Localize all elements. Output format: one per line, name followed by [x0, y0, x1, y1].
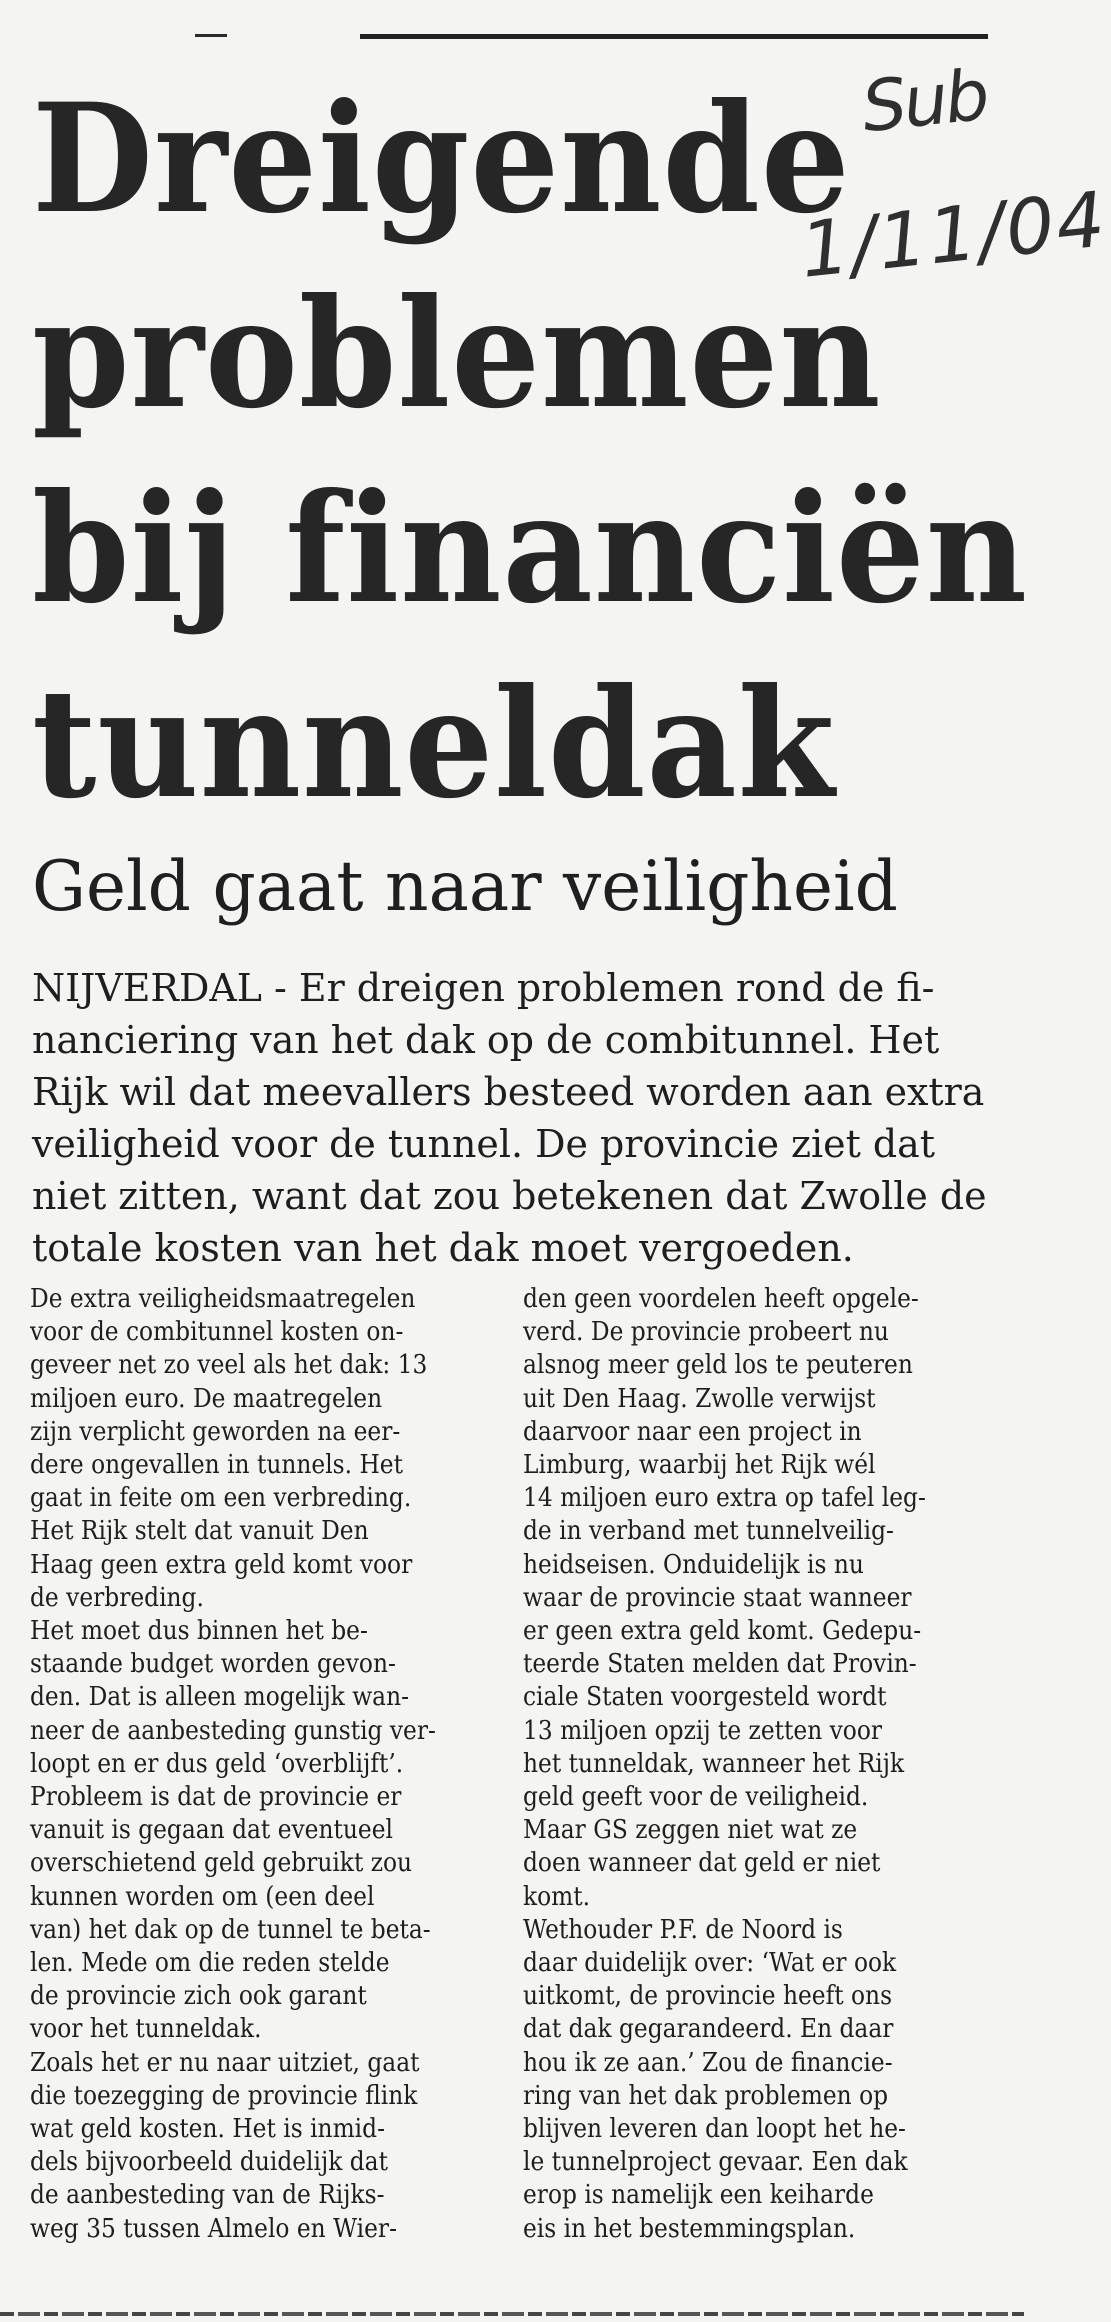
body-line: zijn verplicht geworden na eer-: [30, 1415, 401, 1447]
body-line: miljoen euro. De maatregelen: [30, 1382, 383, 1414]
lead-line: Rijk wil dat meevallers besteed worden aan extra: [32, 1070, 985, 1115]
handwritten-date: 1/11/04: [796, 174, 1111, 295]
body-line: den geen voordelen heeft opgele-: [523, 1283, 919, 1314]
body-line: doen wanneer dat geld er niet: [523, 1847, 881, 1879]
headline-line: bij financiën: [32, 461, 1029, 637]
body-line: Maar GS zeggen niet wat ze: [523, 1814, 858, 1846]
body-line: ciale Staten voorgesteld wordt: [523, 1681, 887, 1713]
body-line: den. Dat is alleen mogelijk wan-: [30, 1681, 409, 1713]
lead-line: veiligheid voor de tunnel. De provincie ziet dat: [32, 1122, 936, 1167]
body-line: blijven leveren dan loopt het he-: [523, 2113, 906, 2145]
body-line: voor het tunneldak.: [30, 2013, 262, 2045]
body-line: kunnen worden om (een deel: [30, 1880, 375, 1912]
body-line: dere ongevallen in tunnels. Het: [30, 1449, 403, 1481]
body-line: Wethouder P.F. de Noord is: [523, 1913, 843, 1945]
body-line: loopt en er dus geld ‘overblijft’.: [30, 1747, 404, 1779]
body-line: staande budget worden gevon-: [30, 1648, 396, 1680]
body-column-left: [30, 1282, 444, 2245]
body-line: verd. De provincie probeert nu: [523, 1316, 889, 1348]
body-line: die toezegging de provincie flink: [30, 2079, 418, 2111]
body-line: wat geld kosten. Het is inmid-: [30, 2113, 385, 2145]
body-line: voor de combitunnel kosten on-: [30, 1316, 404, 1348]
body-line: de aanbesteding van de Rijks-: [30, 2179, 385, 2211]
body-line: daar duidelijk over: ‘Wat er ook: [523, 1947, 897, 1979]
body-line: eis in het bestemmingsplan.: [523, 2212, 856, 2244]
body-line: teerde Staten melden dat Provin-: [523, 1648, 917, 1680]
body-line: neer de aanbesteding gunstig ver-: [30, 1714, 436, 1746]
body-line: komt.: [523, 1880, 591, 1912]
top-rule-short: [195, 34, 227, 37]
headline-line: tunneldak: [32, 656, 836, 832]
body-line: uitkomt, de provincie heeft ons: [523, 1980, 893, 2012]
body-line: Zoals het er nu naar uitziet, gaat: [30, 2046, 420, 2078]
body-line: er geen extra geld komt. Gedepu-: [523, 1615, 922, 1647]
body-line: uit Den Haag. Zwolle verwijst: [523, 1382, 876, 1414]
lead-line: NIJVERDAL - Er dreigen problemen rond de fi-: [32, 966, 935, 1011]
body-line: waar de provincie staat wanneer: [523, 1581, 912, 1613]
body-line: Limburg, waarbij het Rijk wél: [523, 1449, 876, 1481]
body-line: 14 miljoen euro extra op tafel leg-: [523, 1482, 926, 1514]
body-line: De extra veiligheidsmaatregelen: [30, 1283, 416, 1314]
body-line: vanuit is gegaan dat eventueel: [30, 1814, 393, 1846]
body-column-right: [523, 1282, 937, 2245]
top-rule: [360, 34, 988, 39]
body-line: len. Mede om die reden stelde: [30, 1947, 390, 1979]
body-line: geld geeft voor de veiligheid.: [523, 1781, 869, 1813]
bottom-rule: [0, 2312, 1024, 2316]
body-line: Het Rijk stelt dat vanuit Den: [30, 1515, 369, 1547]
body-line: heidseisen. Onduidelijk is nu: [523, 1548, 864, 1580]
body-line: het tunneldak, wanneer het Rijk: [523, 1747, 905, 1779]
body-line: van) het dak op de tunnel te beta-: [30, 1913, 431, 1945]
body-line: de provincie zich ook garant: [30, 1980, 367, 2012]
body-line: Het moet dus binnen het be-: [30, 1615, 368, 1647]
body-line: de in verband met tunnelveilig-: [523, 1515, 894, 1547]
body-line: dat dak gegarandeerd. En daar: [523, 2013, 894, 2045]
body-line: de verbreding.: [30, 1581, 204, 1613]
body-line: gaat in feite om een verbreding.: [30, 1482, 412, 1514]
lead-line: nanciering van het dak op de combitunnel. Het: [32, 1018, 940, 1063]
lead-paragraph: [32, 963, 987, 1275]
handwritten-initials: Sub: [858, 53, 991, 149]
body-line: daarvoor naar een project in: [523, 1415, 862, 1447]
body-line: weg 35 tussen Almelo en Wier-: [30, 2212, 397, 2244]
body-line: le tunnelproject gevaar. Een dak: [523, 2146, 908, 2178]
body-line: overschietend geld gebruikt zou: [30, 1847, 413, 1879]
body-line: Probleem is dat de provincie er: [30, 1781, 402, 1813]
body-line: ring van het dak problemen op: [523, 2079, 889, 2111]
headline-line: Dreigende: [32, 71, 851, 247]
body-line: 13 miljoen opzij te zetten voor: [523, 1714, 883, 1746]
body-line: hou ik ze aan.’ Zou de financie-: [523, 2046, 893, 2078]
subheadline: Geld gaat naar veiligheid: [32, 847, 898, 927]
lead-line: totale kosten van het dak moet vergoeden.: [32, 1226, 854, 1271]
headline-line: problemen: [32, 266, 882, 442]
body-line: alsnog meer geld los te peuteren: [523, 1349, 913, 1381]
body-line: erop is namelijk een keiharde: [523, 2179, 874, 2211]
body-line: geveer net zo veel als het dak: 13: [30, 1349, 428, 1381]
lead-line: niet zitten, want dat zou betekenen dat Zwolle de: [32, 1174, 987, 1219]
body-line: Haag geen extra geld komt voor: [30, 1548, 413, 1580]
body-line: dels bijvoorbeeld duidelijk dat: [30, 2146, 388, 2178]
